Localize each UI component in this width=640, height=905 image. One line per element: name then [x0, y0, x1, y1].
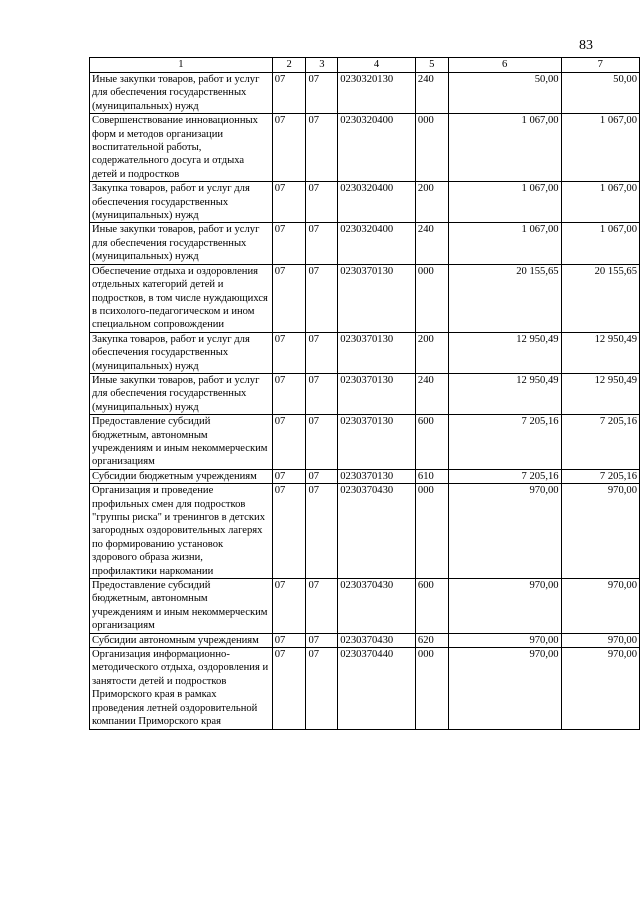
row-amount-1-cell: 7 205,16 — [448, 469, 561, 483]
row-amount-1-cell: 20 155,65 — [448, 264, 561, 332]
row-section-cell: 07 — [272, 182, 306, 223]
row-amount-2-cell: 12 950,49 — [561, 373, 639, 414]
row-subsection-cell: 07 — [306, 633, 338, 647]
row-subsection-cell: 07 — [306, 182, 338, 223]
row-name-cell: Закупка товаров, работ и услуг для обеспечения государственных (муниципальных) нужд — [90, 182, 273, 223]
row-subsection-cell: 07 — [306, 223, 338, 264]
row-section-cell: 07 — [272, 114, 306, 182]
row-expense-type-cell: 000 — [415, 114, 448, 182]
row-expense-type-cell: 000 — [415, 648, 448, 729]
row-target-article-cell: 0230320400 — [338, 182, 416, 223]
table-row — [90, 484, 640, 579]
row-name-cell: Организация и проведение профильных смен для подростков "группы риска" и тренингов в детских загородных оздоровительных лагерях по формированию установок здорового образа жизни, профилактики наркомании — [90, 484, 273, 579]
row-section-cell: 07 — [272, 332, 306, 373]
row-target-article-cell: 0230370130 — [338, 373, 416, 414]
row-name-cell: Субсидии автономным учреждениям — [90, 633, 273, 647]
row-expense-type-cell: 600 — [415, 415, 448, 470]
table-header-row — [90, 58, 640, 73]
table-row — [90, 73, 640, 114]
row-expense-type-cell: 610 — [415, 469, 448, 483]
row-name-cell: Предоставление субсидий бюджетным, автономным учреждениям и иным некоммерческим организациям — [90, 579, 273, 634]
table-row — [90, 633, 640, 647]
row-subsection-cell: 07 — [306, 73, 338, 114]
row-amount-2-cell: 12 950,49 — [561, 332, 639, 373]
row-target-article-cell: 0230370430 — [338, 579, 416, 634]
row-subsection-cell: 07 — [306, 579, 338, 634]
row-subsection-cell: 07 — [306, 469, 338, 483]
row-amount-2-cell: 970,00 — [561, 633, 639, 647]
row-name-cell: Организация информационно-методического отдыха, оздоровления и занятости детей и подростков Приморского края в рамках проведения летней оздоровительной компании Приморского края — [90, 648, 273, 729]
row-section-cell: 07 — [272, 469, 306, 483]
table-row — [90, 415, 640, 470]
row-subsection-cell: 07 — [306, 264, 338, 332]
row-amount-1-cell: 12 950,49 — [448, 373, 561, 414]
row-expense-type-cell: 200 — [415, 182, 448, 223]
row-name-cell: Предоставление субсидий бюджетным, автономным учреждениям и иным некоммерческим организациям — [90, 415, 273, 470]
row-name-cell: Иные закупки товаров, работ и услуг для обеспечения государственных (муниципальных) нужд — [90, 223, 273, 264]
row-section-cell: 07 — [272, 223, 306, 264]
row-section-cell: 07 — [272, 373, 306, 414]
row-target-article-cell: 0230370130 — [338, 264, 416, 332]
header-col-3: 3 — [306, 58, 338, 73]
row-amount-1-cell: 50,00 — [448, 73, 561, 114]
row-section-cell: 07 — [272, 415, 306, 470]
row-subsection-cell: 07 — [306, 648, 338, 729]
row-amount-1-cell: 970,00 — [448, 484, 561, 579]
row-name-cell: Субсидии бюджетным учреждениям — [90, 469, 273, 483]
row-target-article-cell: 0230370130 — [338, 332, 416, 373]
table-row — [90, 182, 640, 223]
row-expense-type-cell: 240 — [415, 223, 448, 264]
row-target-article-cell: 0230370430 — [338, 633, 416, 647]
row-name-cell: Иные закупки товаров, работ и услуг для обеспечения государственных (муниципальных) нужд — [90, 373, 273, 414]
row-section-cell: 07 — [272, 579, 306, 634]
header-col-4: 4 — [338, 58, 416, 73]
row-expense-type-cell: 240 — [415, 73, 448, 114]
row-amount-1-cell: 7 205,16 — [448, 415, 561, 470]
row-amount-2-cell: 970,00 — [561, 579, 639, 634]
row-amount-2-cell: 50,00 — [561, 73, 639, 114]
header-col-1: 1 — [90, 58, 273, 73]
row-section-cell: 07 — [272, 484, 306, 579]
row-expense-type-cell: 000 — [415, 264, 448, 332]
row-name-cell: Совершенствование инновационных форм и методов организации воспитательной работы, содержательного досуга и отдыха детей и подростков — [90, 114, 273, 182]
row-amount-1-cell: 1 067,00 — [448, 223, 561, 264]
row-expense-type-cell: 240 — [415, 373, 448, 414]
row-amount-2-cell: 1 067,00 — [561, 223, 639, 264]
row-amount-2-cell: 970,00 — [561, 648, 639, 729]
row-amount-2-cell: 1 067,00 — [561, 182, 639, 223]
row-subsection-cell: 07 — [306, 484, 338, 579]
row-section-cell: 07 — [272, 264, 306, 332]
row-target-article-cell: 0230370130 — [338, 469, 416, 483]
row-amount-2-cell: 970,00 — [561, 484, 639, 579]
row-amount-2-cell: 7 205,16 — [561, 415, 639, 470]
row-amount-2-cell: 1 067,00 — [561, 114, 639, 182]
row-section-cell: 07 — [272, 648, 306, 729]
header-col-6: 6 — [448, 58, 561, 73]
table-row — [90, 648, 640, 729]
row-target-article-cell: 0230370430 — [338, 484, 416, 579]
row-amount-1-cell: 12 950,49 — [448, 332, 561, 373]
row-amount-1-cell: 1 067,00 — [448, 114, 561, 182]
row-expense-type-cell: 200 — [415, 332, 448, 373]
table-row — [90, 469, 640, 483]
row-subsection-cell: 07 — [306, 415, 338, 470]
row-target-article-cell: 0230320400 — [338, 114, 416, 182]
row-amount-2-cell: 20 155,65 — [561, 264, 639, 332]
table-row — [90, 114, 640, 182]
header-col-7: 7 — [561, 58, 639, 73]
page-number: 83 — [579, 38, 593, 53]
row-amount-1-cell: 970,00 — [448, 579, 561, 634]
row-subsection-cell: 07 — [306, 114, 338, 182]
row-name-cell: Обеспечение отдыха и оздоровления отдельных категорий детей и подростков, в том числе нуждающихся в психолого-педагогическом и ином специальном сопровождении — [90, 264, 273, 332]
row-target-article-cell: 0230320400 — [338, 223, 416, 264]
row-expense-type-cell: 620 — [415, 633, 448, 647]
row-name-cell: Закупка товаров, работ и услуг для обеспечения государственных (муниципальных) нужд — [90, 332, 273, 373]
row-section-cell: 07 — [272, 73, 306, 114]
header-col-5: 5 — [415, 58, 448, 73]
row-expense-type-cell: 600 — [415, 579, 448, 634]
row-amount-1-cell: 970,00 — [448, 633, 561, 647]
table-row — [90, 223, 640, 264]
row-amount-1-cell: 1 067,00 — [448, 182, 561, 223]
row-expense-type-cell: 000 — [415, 484, 448, 579]
table-row — [90, 332, 640, 373]
table-body — [90, 73, 640, 730]
row-subsection-cell: 07 — [306, 332, 338, 373]
table-row — [90, 264, 640, 332]
row-target-article-cell: 0230370130 — [338, 415, 416, 470]
budget-table — [89, 57, 640, 730]
table-row — [90, 373, 640, 414]
row-name-cell: Иные закупки товаров, работ и услуг для обеспечения государственных (муниципальных) нужд — [90, 73, 273, 114]
row-target-article-cell: 0230320130 — [338, 73, 416, 114]
header-col-2: 2 — [272, 58, 306, 73]
row-amount-2-cell: 7 205,16 — [561, 469, 639, 483]
table-row — [90, 579, 640, 634]
row-section-cell: 07 — [272, 633, 306, 647]
row-amount-1-cell: 970,00 — [448, 648, 561, 729]
row-subsection-cell: 07 — [306, 373, 338, 414]
row-target-article-cell: 0230370440 — [338, 648, 416, 729]
